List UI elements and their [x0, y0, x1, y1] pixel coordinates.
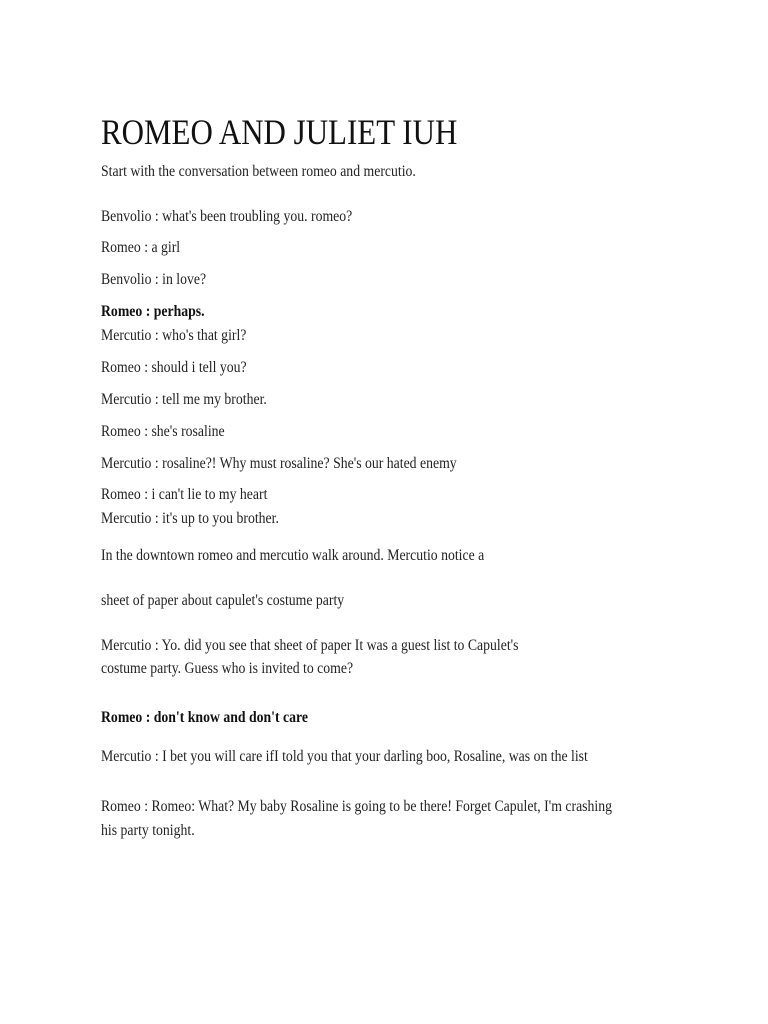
dialogue-line: Romeo : she's rosaline — [101, 423, 225, 440]
dialogue-line: costume party. Guess who is invited to come? — [101, 660, 354, 677]
dialogue-line: Mercutio : tell me my brother. — [101, 391, 267, 408]
dialogue-line: his party tonight. — [101, 822, 195, 839]
dialogue-line: Mercutio : who's that girl? — [101, 327, 247, 344]
dialogue-line: Romeo : i can't lie to my heart — [101, 486, 268, 503]
document-title: ROMEO AND JULIET IUH — [101, 112, 458, 152]
dialogue-line: Mercutio : rosaline?! Why must rosaline? She's our hated enemy — [101, 455, 457, 472]
dialogue-line: Benvolio : in love? — [101, 271, 207, 288]
narration-line: In the downtown romeo and mercutio walk around. Mercutio notice a — [101, 547, 485, 564]
dialogue-line: Mercutio : it's up to you brother. — [101, 510, 279, 527]
dialogue-line-bold: Romeo : perhaps. — [101, 303, 205, 320]
dialogue-line: Romeo : should i tell you? — [101, 359, 247, 376]
narration-line: sheet of paper about capulet's costume party — [101, 592, 345, 609]
dialogue-line: Mercutio : I bet you will care ifI told you that your darling boo, Rosaline, was on the list — [101, 748, 588, 765]
intro-line: Start with the conversation between romeo and mercutio. — [101, 163, 416, 180]
dialogue-line-bold: Romeo : don't know and don't care — [101, 709, 308, 726]
dialogue-line: Romeo : Romeo: What? My baby Rosaline is going to be there! Forget Capulet, I'm crashing — [101, 798, 613, 815]
dialogue-line: Benvolio : what's been troubling you. romeo? — [101, 208, 353, 225]
dialogue-line: Mercutio : Yo. did you see that sheet of paper It was a guest list to Capulet's — [101, 637, 519, 654]
dialogue-line: Romeo : a girl — [101, 239, 181, 256]
